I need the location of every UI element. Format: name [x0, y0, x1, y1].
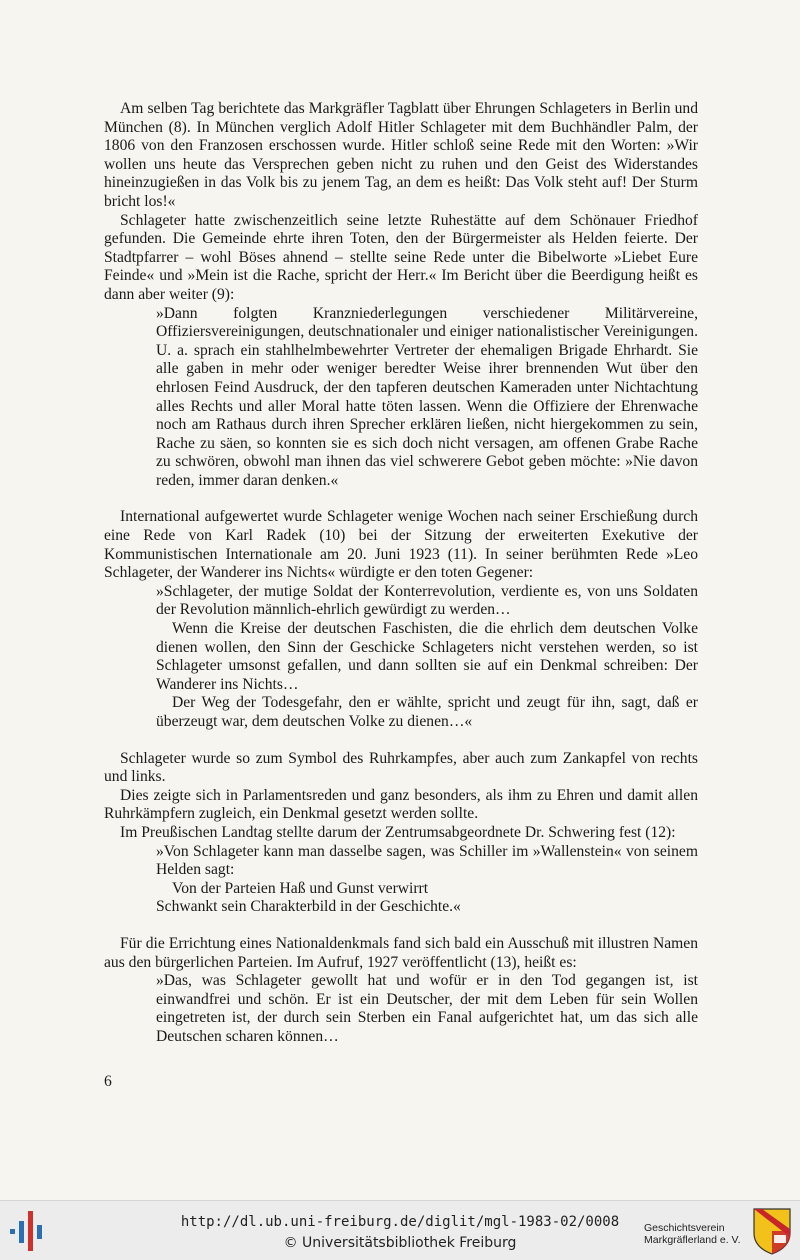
paragraph: Im Preußischen Landtag stellte darum der Zentrumsabgeordnete Dr. Schwering fest (12):: [120, 823, 676, 841]
paragraph: Am selben Tag berichtete das Markgräfler Tagblatt über Ehrungen Schlageters in Berlin und München (8). In München verglich Adolf Hitler Schlageter mit dem Buchhändler Palm, der 1806 von den Franzosen erschossen wurde. Hitler schloß seine Rede mit den Worten: »Wir wollen uns heute das Versprechen geben nicht zu ruhen und den Geist des Widerstandes hineinzugießen in das Volk bis zu jenem Tag, an dem es heißt: Das Volk steht auf! Der Sturm bricht los!«: [104, 100, 698, 210]
society-name: [644, 1222, 741, 1246]
page-number: 6: [104, 1073, 112, 1090]
paragraph: Für die Errichtung eines Nationaldenkmals fand sich bald ein Ausschuß mit illustren Namen aus den bürgerlichen Parteien. Im Aufruf, 1927 veröffentlicht (13), heißt es:: [104, 934, 698, 971]
block-quote: »Schlageter, der mutige Soldat der Konterrevolution, verdiente es, von uns Soldaten der Revolution männlich-ehrlich gewürdigt zu werden…: [156, 582, 698, 619]
verse-line: Schwankt sein Charakterbild in der Geschichte.«: [156, 898, 461, 916]
markgraeflerland-crest-icon[interactable]: [752, 1207, 792, 1255]
copyright-notice: © Universitätsbibliothek Freiburg: [283, 1235, 517, 1251]
block-quote: »Von Schlageter kann man dasselbe sagen, was Schiller im »Wallenstein« von seinem Helden sagt:: [156, 842, 698, 879]
paragraph: Dies zeigte sich in Parlamentsreden und ganz besonders, als ihm zu Ehren und damit allen Ruhrkämpfern zugleich, ein Denkmal gesetzt werden sollte.: [104, 786, 698, 823]
society-line: Markgräflerland e. V.: [644, 1234, 741, 1246]
viewer-footer: [0, 1200, 800, 1260]
paragraph: Schlageter wurde so zum Symbol des Ruhrkampfes, aber auch zum Zankapfel von rechts und links.: [104, 749, 698, 786]
block-quote: Wenn die Kreise der deutschen Faschisten, die die ehrlich dem deutschen Volke dienen wollen, den Sinn der Geschicke Schlageters nicht verstehen werden, so ist Schlageter umsonst gefallen, und dann sollten sie auf ein Denkmal schreiben: Der Wanderer ins Nichts…: [156, 620, 698, 693]
block-quote: »Dann folgten Kranzniederlegungen verschiedener Militärvereine, Offiziersvereinigungen, deutschnationaler und einiger nationalistischer Vereinigungen. U. a. sprach ein stahlhelmbewehrter Vertreter der ehemaligen Brigade Ehrhardt. Sie alle gaben in mehr oder weniger beredter Weise ihrer brennenden Wut über den ehrlosen Feind Ausdruck, der den tapferen deutschen Kameraden unter Nichtachtung alles Rechts und aller Moral hatte töten lassen. Wenn die Offiziere der Ehrenwache noch am Rathaus durch ihren Sprecher erklären ließen, nicht hiergekommen zu sein, Rache zu säen, so konnten sie es sich doch nicht versagen, am offenen Grabe Rache zu schwören, obwohl man ihnen das viel schwerere Gebot geben möchte: »Nie davon reden, immer daran denken.«: [156, 304, 698, 489]
paragraph: International aufgewertet wurde Schlageter wenige Wochen nach seiner Erschießung durch eine Rede von Karl Radek (10) bei der Sitzung der erweiterten Exekutive der Kommunistischen Internationale am 20. Juni 1923 (11). In seiner berühmten Rede »Leo Schlageter, der Wanderer ins Nichts« würdigte er den toten Gegener:: [104, 508, 698, 582]
body-text: [104, 100, 698, 1047]
paragraph: Schlageter hatte zwischenzeitlich seine letzte Ruhestätte auf dem Schönauer Friedhof gefunden. Die Gemeinde ehrte ihren Toten, den der Bürgermeister als Helden feierte. Der Stadtpfarrer – wohl Böses ahnend – stellte seine Rede unter die Bibelworte »Liebet Eure Feinde« und »Mein ist die Rache, spricht der Herr.« Im Bericht über die Beerdigung heißt es dann aber weiter (9):: [104, 211, 698, 303]
block-quote: Der Weg der Todesgefahr, den er wählte, spricht und zeugt für ihn, sagt, daß er überzeugt war, dem deutschen Volke zu dienen…«: [156, 694, 698, 730]
block-quote: »Das, was Schlageter gewollt hat und wofür er in den Tod gegangen ist, ist einwandfrei und schön. Er ist ein Deutscher, der mit dem Leben für sein Wollen eingetreten ist, der durch sein Sterben ein Fanal aufgerichtet hat, um das sich alle Deutschen scharen können…: [156, 972, 698, 1045]
society-line: Geschichtsverein: [644, 1222, 725, 1234]
verse-line: Von der Parteien Haß und Gunst verwirrt: [172, 879, 429, 897]
document-url-link[interactable]: http://dl.ub.uni-freiburg.de/diglit/mgl-1983-02/0008: [180, 1214, 620, 1230]
